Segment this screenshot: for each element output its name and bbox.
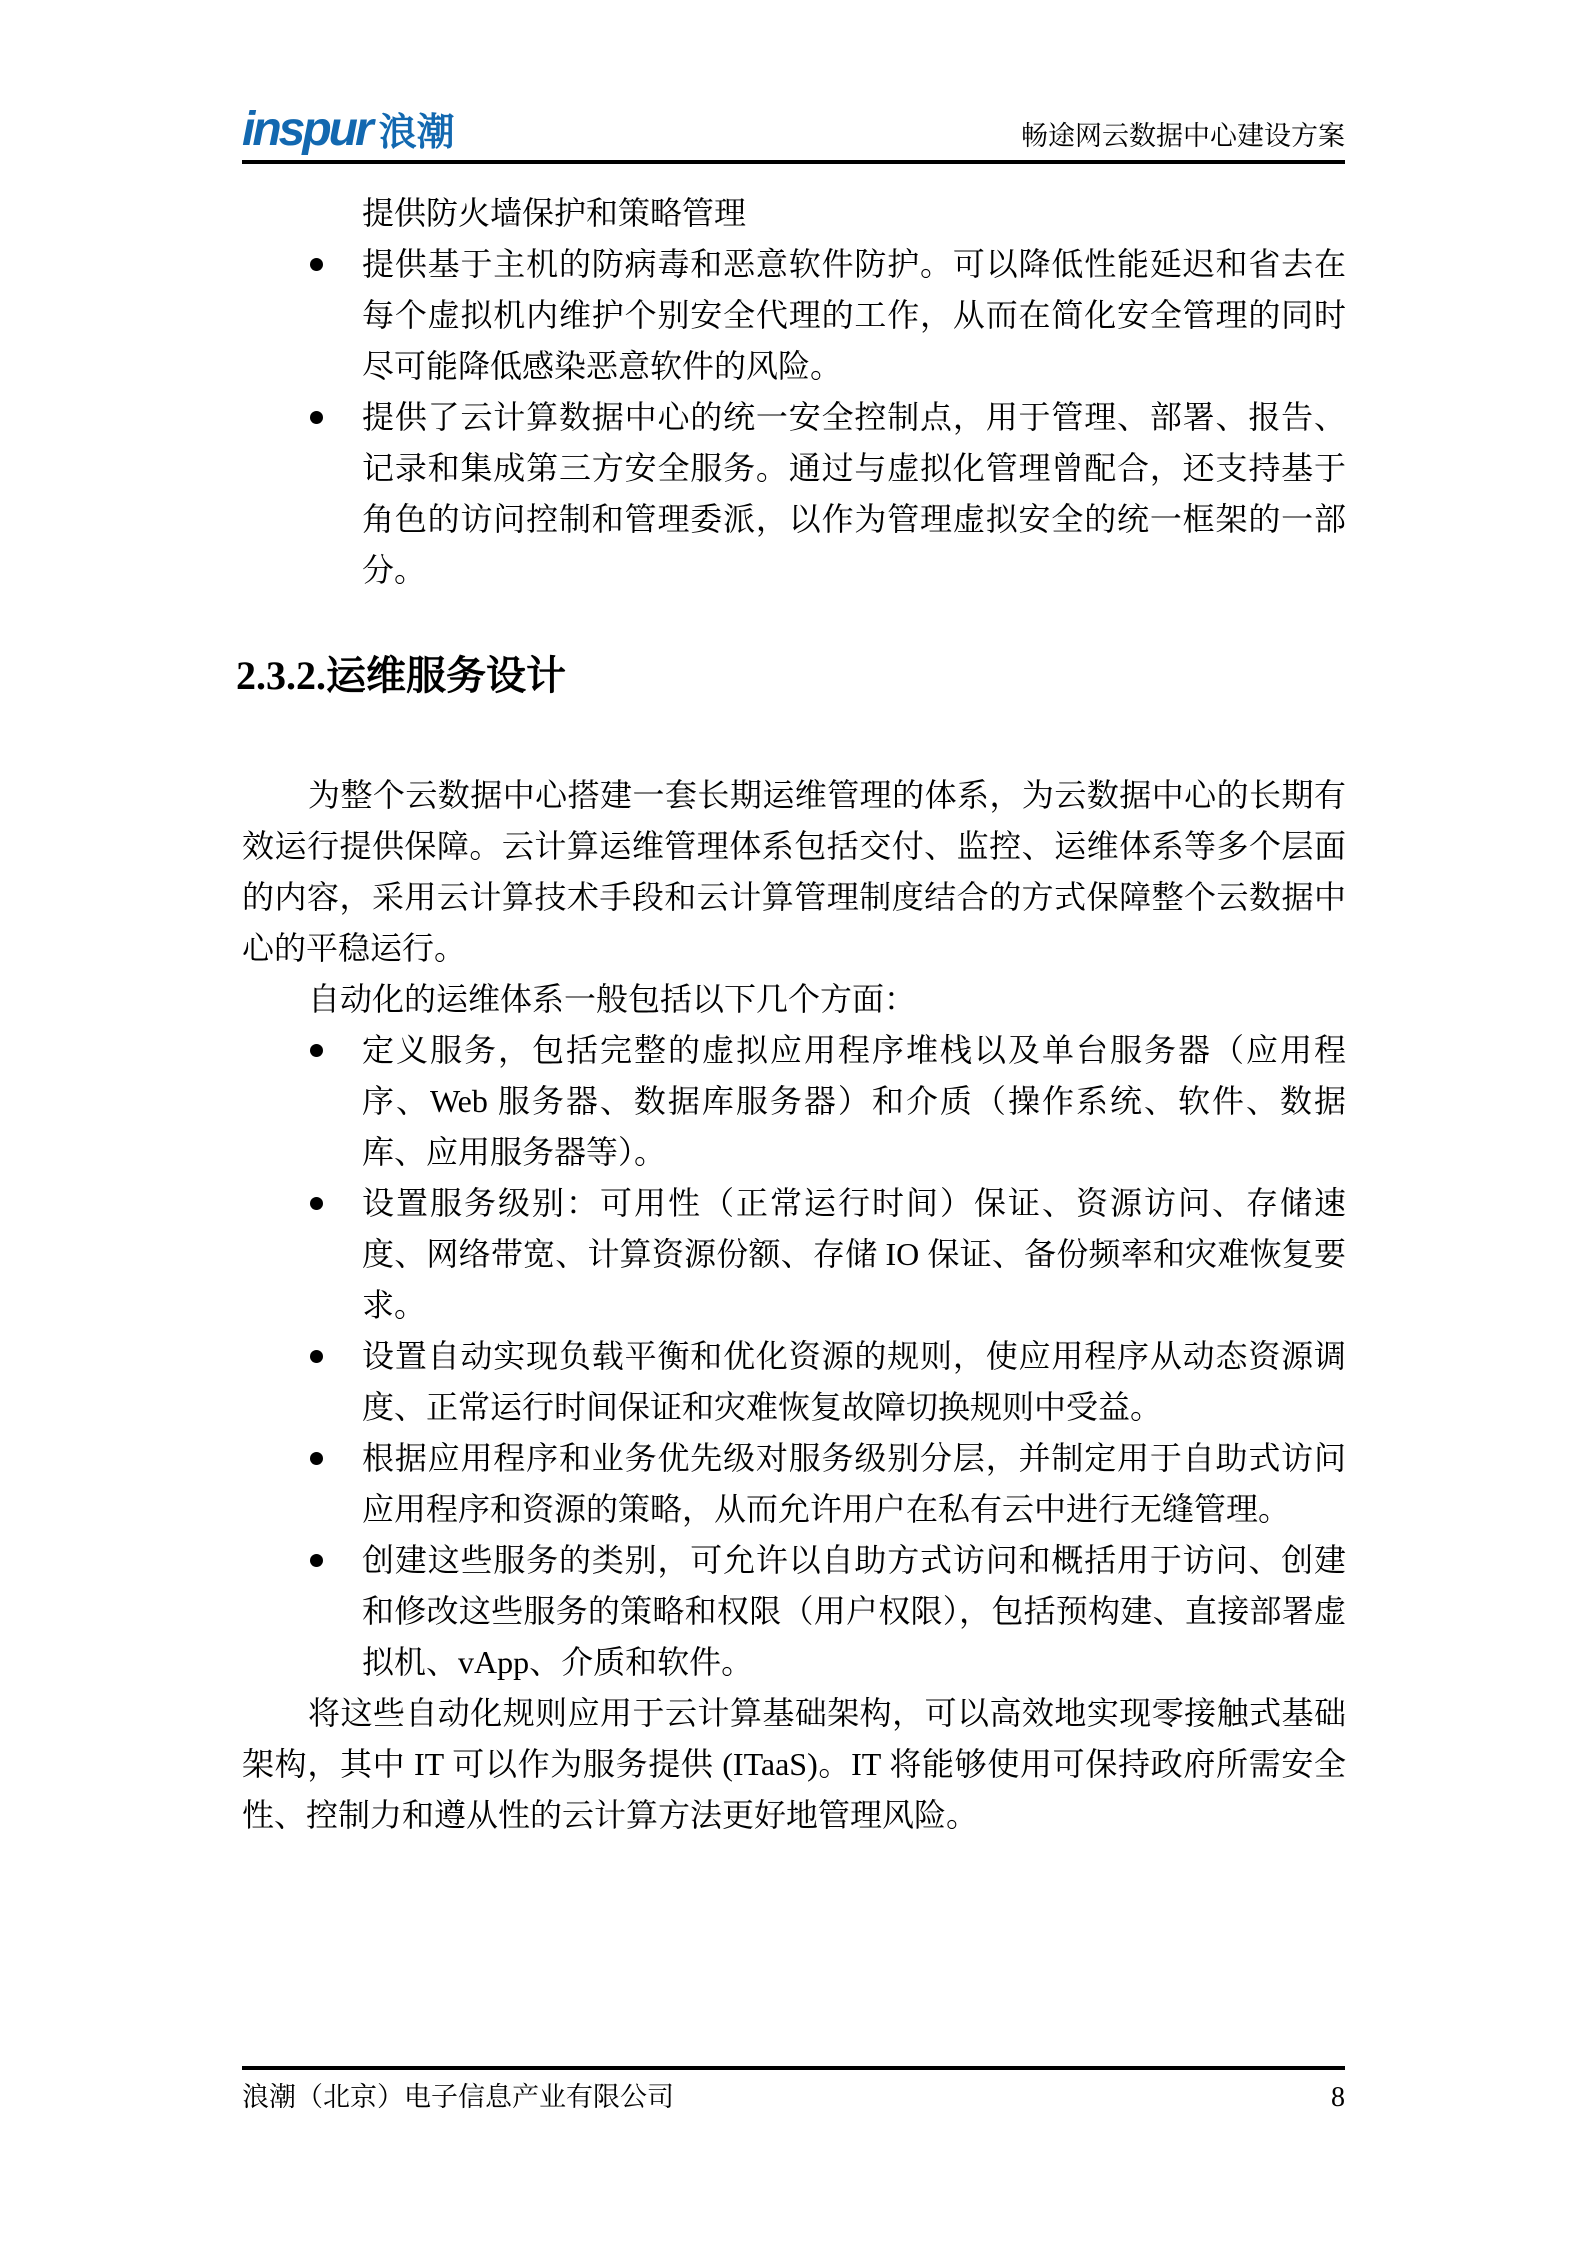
footer-company-name: 浪潮（北京）电子信息产业有限公司 <box>242 2082 674 2112</box>
list-item-text: 根据应用程序和业务优先级对服务级别分层，并制定用于自助式访问应用程序和资源的策略，从而允许用户在私有云中进行无缝管理。 <box>362 1440 1346 1527</box>
page-header <box>242 103 1345 164</box>
section-heading-title: 运维服务设计 <box>326 653 566 698</box>
security-bullet-list <box>242 239 1346 596</box>
section-heading-number: 2.3.2. <box>236 653 326 698</box>
inspur-logo-wordmark: inspur <box>242 103 371 156</box>
page-number: 8 <box>1331 2082 1345 2113</box>
list-item <box>242 1433 1346 1535</box>
inspur-logo-chinese: 浪潮 <box>378 112 455 154</box>
bullet-icon <box>310 258 323 271</box>
list-item <box>242 1025 1346 1178</box>
bullet-icon <box>310 1452 323 1465</box>
bullet-icon <box>310 1350 323 1363</box>
section-heading <box>236 652 1346 700</box>
ops-bullet-list <box>242 1025 1346 1688</box>
list-item <box>242 239 1346 392</box>
bullet-icon <box>310 1197 323 1210</box>
bullet-icon <box>310 1044 323 1057</box>
ops-conclusion-paragraph: 将这些自动化规则应用于云计算基础架构，可以高效地实现零接触式基础架构，其中 IT 可以作为服务提供 (ITaaS)。IT 将能够使用可保持政府所需安全性、控制力和遵从性的云计算方法更好地管理风险。 <box>242 1695 1346 1833</box>
list-item-text: 定义服务，包括完整的虚拟应用程序堆栈以及单台服务器（应用程序、Web 服务器、数据库服务器）和介质（操作系统、软件、数据库、应用服务器等）。 <box>362 1032 1346 1170</box>
list-item <box>242 392 1346 596</box>
list-item <box>242 1331 1346 1433</box>
page-footer <box>242 2080 1345 2116</box>
inspur-logo <box>242 103 455 156</box>
list-item-text: 设置自动实现负载平衡和优化资源的规则，使应用程序从动态资源调度、正常运行时间保证和灾难恢复故障切换规则中受益。 <box>362 1338 1346 1425</box>
ops-intro-paragraph: 为整个云数据中心搭建一套长期运维管理的体系，为云数据中心的长期有效运行提供保障。云计算运维管理体系包括交付、监控、运维体系等多个层面的内容，采用云计算技术手段和云计算管理制度结合的方式保障整个云数据中心的平稳运行。 <box>242 777 1346 966</box>
document-body <box>236 188 1346 1841</box>
list-item <box>242 1178 1346 1331</box>
list-item-text: 提供了云计算数据中心的统一安全控制点，用于管理、部署、报告、记录和集成第三方安全服务。通过与虚拟化管理曾配合，还支持基于角色的访问控制和管理委派，以作为管理虚拟安全的统一框架的一部分。 <box>362 399 1346 588</box>
bullet-icon <box>310 1554 323 1567</box>
bullet-icon <box>310 411 323 424</box>
list-item-text: 设置服务级别：可用性（正常运行时间）保证、资源访问、存储速度、网络带宽、计算资源份额、存储 IO 保证、备份频率和灾难恢复要求。 <box>362 1185 1346 1323</box>
carryover-text-line: 提供防火墙保护和策略管理 <box>362 195 747 231</box>
header-document-title: 畅途网云数据中心建设方案 <box>1021 120 1345 151</box>
ops-lead-in-paragraph: 自动化的运维体系一般包括以下几个方面： <box>308 981 917 1017</box>
list-item-text: 创建这些服务的类别，可允许以自助方式访问和概括用于访问、创建和修改这些服务的策略和权限（用户权限），包括预构建、直接部署虚拟机、vApp、介质和软件。 <box>362 1542 1346 1680</box>
list-item <box>242 1535 1346 1688</box>
footer-divider <box>242 2066 1345 2070</box>
list-item-text: 提供基于主机的防病毒和恶意软件防护。可以降低性能延迟和省去在每个虚拟机内维护个别安全代理的工作，从而在简化安全管理的同时尽可能降低感染恶意软件的风险。 <box>362 246 1346 384</box>
